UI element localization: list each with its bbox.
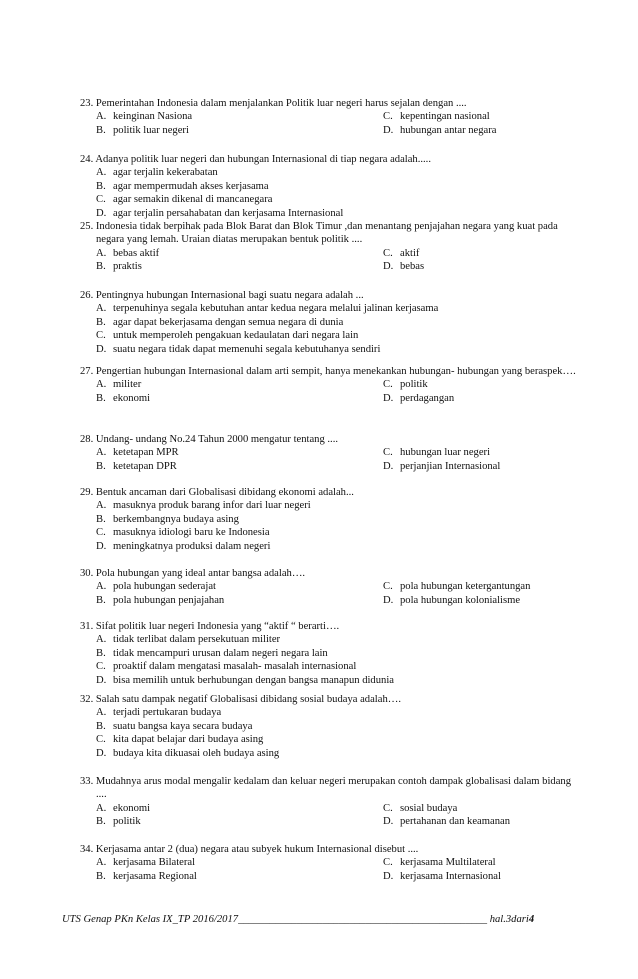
option-label: D. bbox=[383, 594, 394, 606]
answer-option-b bbox=[96, 392, 383, 405]
question-26 bbox=[80, 289, 580, 356]
answer-option-d bbox=[96, 540, 576, 553]
option-label: B. bbox=[96, 647, 106, 659]
option-label: B. bbox=[96, 594, 106, 606]
question-number: 26. bbox=[80, 290, 94, 301]
option-text: perjanjian Internasional bbox=[400, 460, 501, 472]
option-label: C. bbox=[96, 661, 106, 673]
question-32 bbox=[80, 693, 580, 760]
option-text: kerjasama Regional bbox=[113, 870, 197, 882]
option-label: D. bbox=[96, 674, 107, 686]
question-stem bbox=[80, 486, 580, 499]
option-text: politik bbox=[400, 379, 428, 391]
option-label: B. bbox=[96, 316, 106, 328]
option-label: C. bbox=[383, 111, 393, 123]
answer-options bbox=[96, 633, 580, 687]
answer-option-a bbox=[96, 302, 576, 315]
question-text: Sifat politik luar negeri Indonesia yang “aktif “ berarti…. bbox=[95, 621, 340, 632]
option-text: untuk memperoleh pengakuan kedaulatan dari negara lain bbox=[113, 330, 359, 342]
question-number: 29. bbox=[80, 487, 94, 498]
answer-options bbox=[96, 802, 580, 829]
option-label: C. bbox=[383, 447, 393, 459]
answer-option-d bbox=[383, 460, 583, 473]
answer-option-c bbox=[383, 802, 583, 815]
question-text: Pemerintahan Indonesia dalam menjalankan Politik luar negeri harus sejalan dengan .... bbox=[95, 98, 467, 109]
option-label: A. bbox=[96, 447, 107, 459]
option-text: hubungan luar negeri bbox=[400, 447, 491, 459]
option-label: A. bbox=[96, 379, 107, 391]
option-label: D. bbox=[383, 392, 394, 404]
question-number: 32. bbox=[80, 694, 94, 705]
option-text: hubungan antar negara bbox=[400, 124, 497, 136]
answer-option-c bbox=[383, 856, 583, 869]
option-label: B. bbox=[96, 124, 106, 136]
option-label: C. bbox=[383, 379, 393, 391]
option-text: tidak terlibat dalam persekutuan militer bbox=[113, 634, 281, 646]
question-stem bbox=[80, 433, 580, 446]
question-stem bbox=[80, 843, 580, 856]
answer-option-c bbox=[383, 247, 583, 260]
answer-options bbox=[96, 302, 580, 356]
question-text: Undang- undang No.24 Tahun 2000 mengatur tentang .... bbox=[95, 434, 338, 445]
answer-options bbox=[96, 706, 580, 760]
option-text: bebas bbox=[400, 261, 425, 273]
option-text: tidak mencampuri urusan dalam negeri negara lain bbox=[113, 647, 328, 659]
answer-option-c bbox=[383, 110, 583, 123]
option-text: kerjasama Bilateral bbox=[113, 857, 196, 869]
option-text: agar terjalin persahabatan dan kerjasama Internasional bbox=[113, 207, 344, 219]
option-label: A. bbox=[96, 802, 107, 814]
answer-option-b bbox=[96, 594, 383, 607]
question-stem bbox=[80, 153, 580, 166]
answer-options bbox=[96, 166, 580, 220]
option-text: sosial budaya bbox=[400, 802, 458, 814]
option-label: A. bbox=[96, 247, 107, 259]
option-text: meningkatnya produksi dalam negeri bbox=[113, 540, 271, 552]
question-text: Pengertian hubungan Internasional dalam arti sempit, hanya menekankan hubungan- hubungan yang beraspek…. bbox=[95, 366, 576, 377]
option-label: B. bbox=[96, 180, 106, 192]
option-text: kerjasama Multilateral bbox=[400, 857, 496, 869]
option-label: C. bbox=[96, 194, 106, 206]
answer-option-d bbox=[383, 124, 583, 137]
answer-option-a bbox=[96, 633, 576, 646]
option-label: C. bbox=[96, 527, 106, 539]
answer-option-d bbox=[383, 260, 583, 273]
option-text: suatu negara tidak dapat memenuhi segala kebutuhanya sendiri bbox=[113, 343, 381, 355]
option-text: agar terjalin kekerabatan bbox=[113, 167, 218, 179]
answer-option-b bbox=[96, 815, 383, 828]
option-label: C. bbox=[383, 857, 393, 869]
answer-option-d bbox=[383, 815, 583, 828]
question-number: 31. bbox=[80, 621, 94, 632]
option-label: D. bbox=[383, 460, 394, 472]
answer-option-a bbox=[96, 378, 383, 391]
option-text: keinginan Nasiona bbox=[113, 111, 193, 123]
option-label: D. bbox=[383, 261, 394, 273]
question-text: Kerjasama antar 2 (dua) negara atau subyek hukum Internasional disebut .... bbox=[95, 844, 419, 855]
question-33 bbox=[80, 775, 580, 829]
question-text: Bentuk ancaman dari Globalisasi dibidang ekonomi adalah... bbox=[95, 487, 354, 498]
option-text: ketetapan DPR bbox=[113, 460, 177, 472]
option-text: budaya kita dikuasai oleh budaya asing bbox=[113, 747, 280, 759]
option-text: berkembangnya budaya asing bbox=[113, 513, 239, 525]
question-number: 34. bbox=[80, 844, 94, 855]
question-text: Pentingnya hubungan Internasional bagi suatu negara adalah ... bbox=[95, 290, 364, 301]
option-text: perdagangan bbox=[400, 392, 455, 404]
answer-option-b bbox=[96, 870, 383, 883]
option-label: A. bbox=[96, 303, 107, 315]
answer-option-c bbox=[96, 526, 576, 539]
footer-page-total: 4 bbox=[528, 914, 535, 925]
option-text: agar dapat bekerjasama dengan semua negara di dunia bbox=[113, 316, 344, 328]
question-stem bbox=[80, 620, 580, 633]
option-label: C. bbox=[383, 802, 393, 814]
option-label: A. bbox=[96, 857, 107, 869]
option-label: C. bbox=[383, 581, 393, 593]
option-label: B. bbox=[96, 261, 106, 273]
question-text: Salah satu dampak negatif Globalisasi dibidang sosial budaya adalah…. bbox=[95, 694, 401, 705]
answer-option-c bbox=[96, 660, 576, 673]
answer-option-d bbox=[96, 207, 576, 220]
option-label: D. bbox=[383, 816, 394, 828]
question-stem bbox=[80, 567, 580, 580]
question-number: 27. bbox=[80, 366, 94, 377]
option-text: terjadi pertukaran budaya bbox=[113, 707, 222, 719]
answer-option-a bbox=[96, 247, 383, 260]
question-stem bbox=[80, 693, 580, 706]
question-number: 33. bbox=[80, 776, 94, 787]
answer-option-a bbox=[96, 580, 383, 593]
answer-option-d bbox=[383, 594, 583, 607]
option-label: D. bbox=[96, 343, 107, 355]
question-number: 28. bbox=[80, 434, 94, 445]
option-text: pertahanan dan keamanan bbox=[400, 816, 510, 828]
option-label: C. bbox=[96, 734, 106, 746]
answer-option-c bbox=[96, 193, 576, 206]
answer-option-a bbox=[96, 446, 383, 459]
answer-option-b bbox=[96, 513, 576, 526]
answer-option-b bbox=[96, 460, 383, 473]
option-label: C. bbox=[383, 247, 393, 259]
answer-option-b bbox=[96, 260, 383, 273]
question-text: Adanya politik luar negeri dan hubungan Internasional di tiap negara adalah..... bbox=[95, 154, 431, 165]
question-31 bbox=[80, 620, 580, 687]
question-number: 24. bbox=[80, 154, 94, 165]
question-25 bbox=[80, 220, 580, 274]
answer-option-a bbox=[96, 802, 383, 815]
footer-rule: _______________________________________________ bbox=[238, 914, 488, 925]
answer-option-c bbox=[96, 733, 576, 746]
option-label: D. bbox=[96, 207, 107, 219]
option-text: bisa memilih untuk berhubungan dengan bangsa manapun didunia bbox=[113, 674, 394, 686]
option-label: A. bbox=[96, 707, 107, 719]
answer-option-a bbox=[96, 499, 576, 512]
question-stem bbox=[80, 775, 580, 802]
option-text: proaktif dalam mengatasi masalah- masalah internasional bbox=[113, 661, 357, 673]
option-label: A. bbox=[96, 167, 107, 179]
option-label: A. bbox=[96, 111, 107, 123]
option-label: A. bbox=[96, 581, 107, 593]
option-label: D. bbox=[96, 747, 107, 759]
option-label: A. bbox=[96, 634, 107, 646]
footer-title: UTS Genap PKn Kelas IX_TP 2016/2017 bbox=[62, 914, 239, 925]
question-29 bbox=[80, 486, 580, 553]
question-stem bbox=[80, 365, 580, 378]
option-text: pola hubungan sederajat bbox=[113, 581, 216, 593]
answer-options bbox=[96, 856, 580, 883]
option-text: suatu bangsa kaya secara budaya bbox=[113, 720, 253, 732]
answer-option-c bbox=[383, 446, 583, 459]
option-text: politik luar negeri bbox=[113, 124, 189, 136]
option-label: B. bbox=[96, 460, 106, 472]
option-label: B. bbox=[96, 720, 106, 732]
option-text: aktif bbox=[400, 247, 420, 259]
question-text: Mudahnya arus modal mengalir kedalam dan keluar negeri merupakan contoh dampak globalisasi dalam bidang .... bbox=[95, 776, 572, 801]
footer-page-label: hal.3dari bbox=[489, 914, 529, 925]
question-stem bbox=[80, 97, 580, 110]
option-text: militer bbox=[113, 379, 142, 391]
option-text: ketetapan MPR bbox=[113, 447, 179, 459]
answer-options bbox=[96, 247, 580, 274]
question-28 bbox=[80, 433, 580, 473]
answer-options bbox=[96, 110, 580, 137]
option-text: bebas aktif bbox=[113, 247, 160, 259]
answer-option-d bbox=[96, 674, 576, 687]
option-label: D. bbox=[383, 870, 394, 882]
question-23 bbox=[80, 97, 580, 137]
option-text: ekonomi bbox=[113, 802, 151, 814]
answer-option-c bbox=[383, 580, 583, 593]
option-text: agar mempermudah akses kerjasama bbox=[113, 180, 269, 192]
option-text: masuknya idiologi baru ke Indonesia bbox=[113, 527, 270, 539]
question-number: 23. bbox=[80, 98, 94, 109]
question-text: Indonesia tidak berpihak pada Blok Barat dan Blok Timur ,dan menantang penjajahan negara yang kuat pada negara yang lemah. Uraian diatas merupakan bentuk politik .... bbox=[95, 221, 558, 246]
answer-option-b bbox=[96, 316, 576, 329]
answer-option-c bbox=[96, 329, 576, 342]
option-text: terpenuhinya segala kebutuhan antar kedua negara melalui jalinan kerjasama bbox=[113, 303, 439, 315]
answer-option-d bbox=[96, 343, 576, 356]
answer-option-d bbox=[383, 870, 583, 883]
option-text: masuknya produk barang infor dari luar negeri bbox=[113, 500, 311, 512]
answer-option-d bbox=[96, 747, 576, 760]
question-number: 30. bbox=[80, 568, 94, 579]
answer-option-b bbox=[96, 647, 576, 660]
answer-option-a bbox=[96, 166, 576, 179]
question-stem bbox=[80, 289, 580, 302]
option-text: kepentingan nasional bbox=[400, 111, 490, 123]
page-footer bbox=[62, 913, 582, 926]
option-text: pola hubungan penjajahan bbox=[113, 594, 225, 606]
answer-options bbox=[96, 378, 580, 405]
option-text: politik bbox=[113, 816, 141, 828]
option-text: agar semakin dikenal di mancanegara bbox=[113, 194, 273, 206]
answer-option-a bbox=[96, 110, 383, 123]
option-label: A. bbox=[96, 500, 107, 512]
option-text: pola hubungan ketergantungan bbox=[400, 581, 531, 593]
question-text: Pola hubungan yang ideal antar bangsa adalah…. bbox=[95, 568, 306, 579]
option-label: B. bbox=[96, 816, 106, 828]
answer-option-c bbox=[383, 378, 583, 391]
answer-options bbox=[96, 499, 580, 553]
option-label: B. bbox=[96, 513, 106, 525]
question-30 bbox=[80, 567, 580, 607]
option-text: pola hubungan kolonialisme bbox=[400, 594, 521, 606]
answer-options bbox=[96, 446, 580, 473]
question-number: 25. bbox=[80, 221, 94, 232]
option-text: ekonomi bbox=[113, 392, 151, 404]
question-stem bbox=[80, 220, 580, 247]
option-label: D. bbox=[96, 540, 107, 552]
question-27 bbox=[80, 365, 580, 405]
question-24 bbox=[80, 153, 580, 220]
option-label: D. bbox=[383, 124, 394, 136]
answer-option-b bbox=[96, 124, 383, 137]
answer-option-a bbox=[96, 706, 576, 719]
option-label: C. bbox=[96, 330, 106, 342]
answer-option-a bbox=[96, 856, 383, 869]
answer-option-d bbox=[383, 392, 583, 405]
answer-options bbox=[96, 580, 580, 607]
option-text: kita dapat belajar dari budaya asing bbox=[113, 734, 264, 746]
option-text: praktis bbox=[113, 261, 142, 273]
option-label: B. bbox=[96, 392, 106, 404]
option-label: B. bbox=[96, 870, 106, 882]
answer-option-b bbox=[96, 720, 576, 733]
answer-option-b bbox=[96, 180, 576, 193]
option-text: kerjasama Internasional bbox=[400, 870, 501, 882]
question-34 bbox=[80, 843, 580, 883]
